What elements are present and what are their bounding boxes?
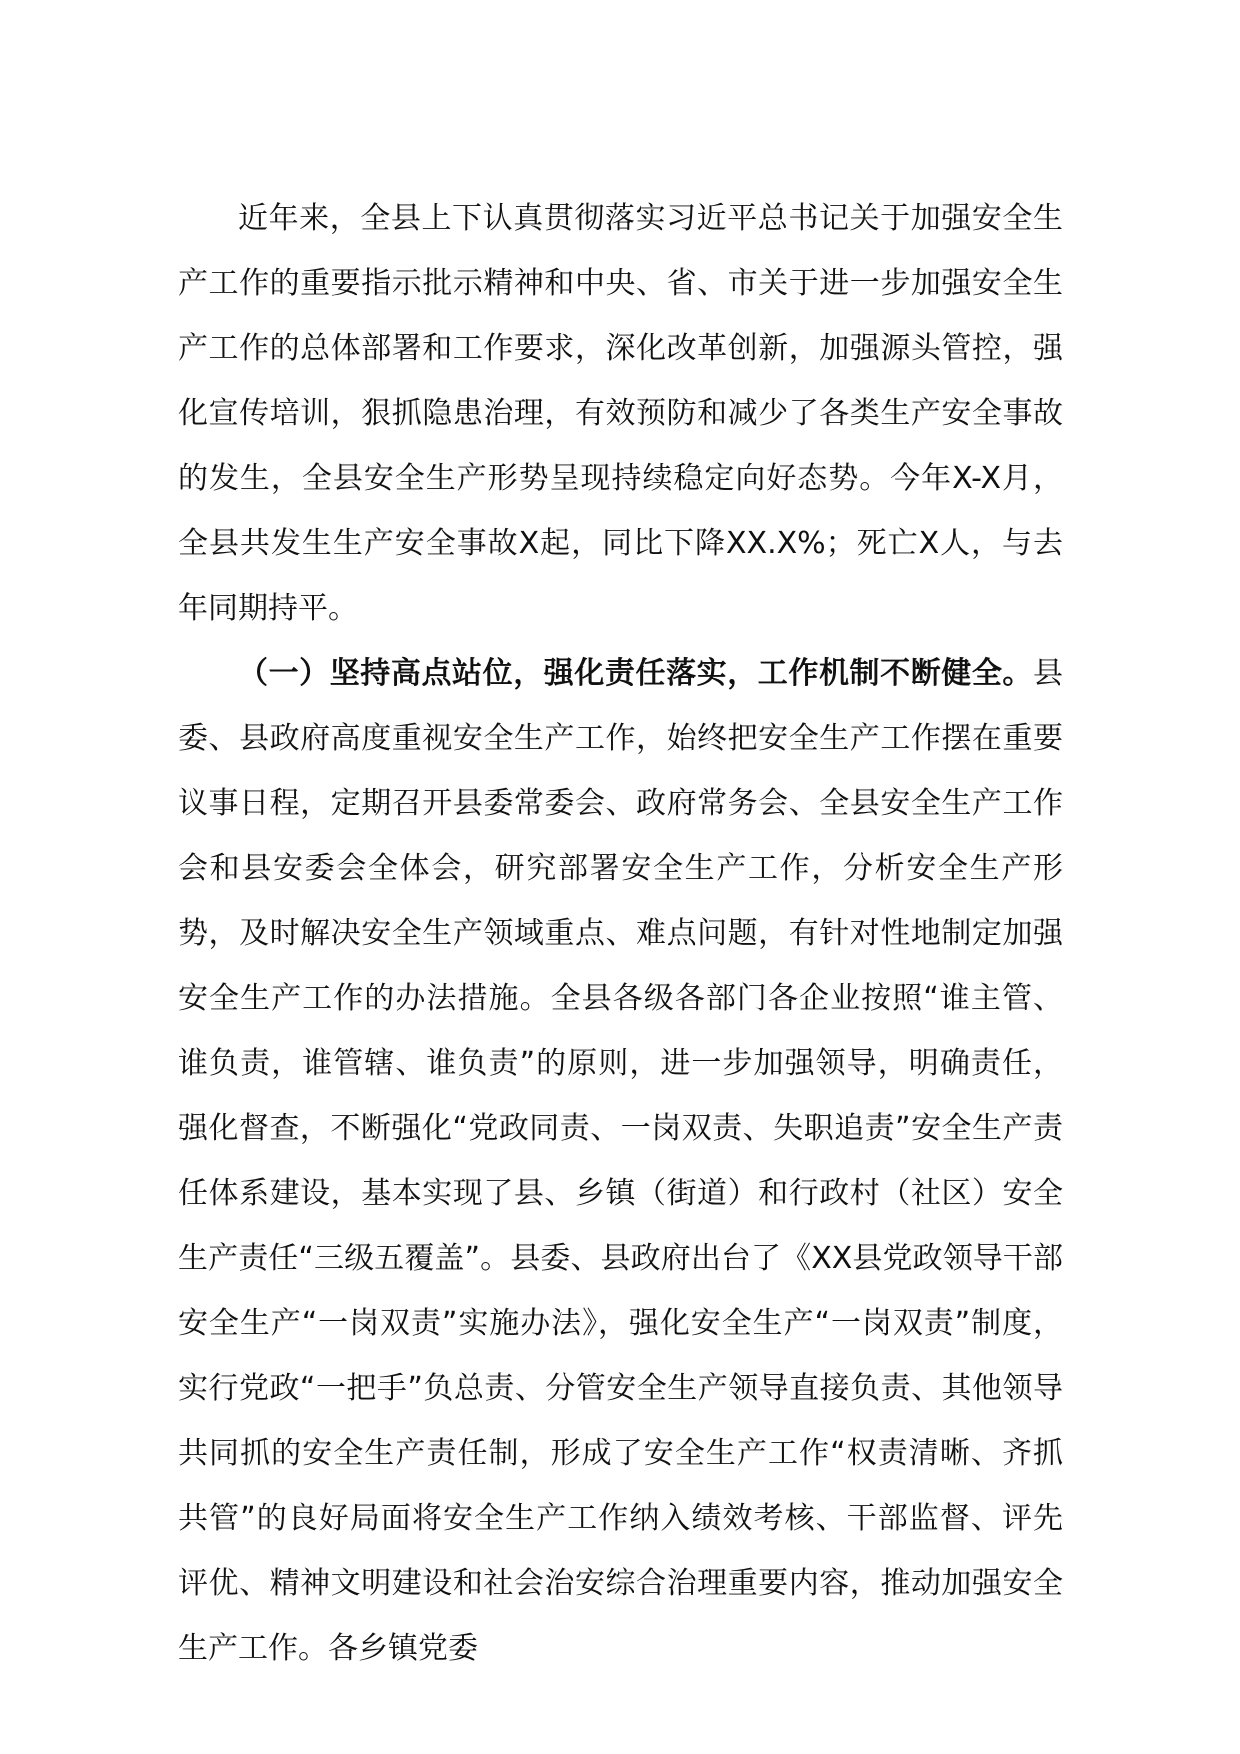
section-1-heading: （一）坚持高点站位，强化责任落实，工作机制不断健全。 — [238, 656, 1033, 691]
document-body — [178, 186, 1063, 1681]
paragraph-intro — [178, 186, 1063, 641]
section-1-text: 县委、县政府高度重视安全生产工作，始终把安全生产工作摆在重要议事日程，定期召开县委常委会、政府常务会、全县安全生产工作会和县安委会全体会，研究部署安全生产工作，分析安全生产形势，及时解决安全生产领域重点、难点问题，有针对性地制定加强安全生产工作的办法措施。全县各级各部门各企业按照“谁主管、谁负责，谁管辖、谁负责”的原则，进一步加强领导，明确责任，强化督查，不断强化“党政同责、一岗双责、失职追责”安全生产责任体系建设，基本实现了县、乡镇（街道）和行政村（社区）安全生产责任“三级五覆盖”。县委、县政府出台了《XX县党政领导干部安全生产“一岗双责”实施办法》，强化安全生产“一岗双责”制度，实行党政“一把手”负总责、分管安全生产领导直接负责、其他领导共同抓的安全生产责任制，形成了安全生产工作“权责清晰、齐抓共管”的良好局面将安全生产工作纳入绩效考核、干部监督、评先评优、精神文明建设和社会治安综合治理重要内容，推动加强安全生产工作。各乡镇党委 — [178, 656, 1063, 1666]
paragraph-section-1 — [178, 641, 1063, 1681]
paragraph-intro-text: 近年来，全县上下认真贯彻落实习近平总书记关于加强安全生产工作的重要指示批示精神和中央、省、市关于进一步加强安全生产工作的总体部署和工作要求，深化改革创新，加强源头管控，强化宣传培训，狠抓隐患治理，有效预防和减少了各类生产安全事故的发生，全县安全生产形势呈现持续稳定向好态势。今年X-X月，全县共发生生产安全事故X起，同比下降XX.X%；死亡X人，与去年同期持平。 — [178, 201, 1063, 626]
